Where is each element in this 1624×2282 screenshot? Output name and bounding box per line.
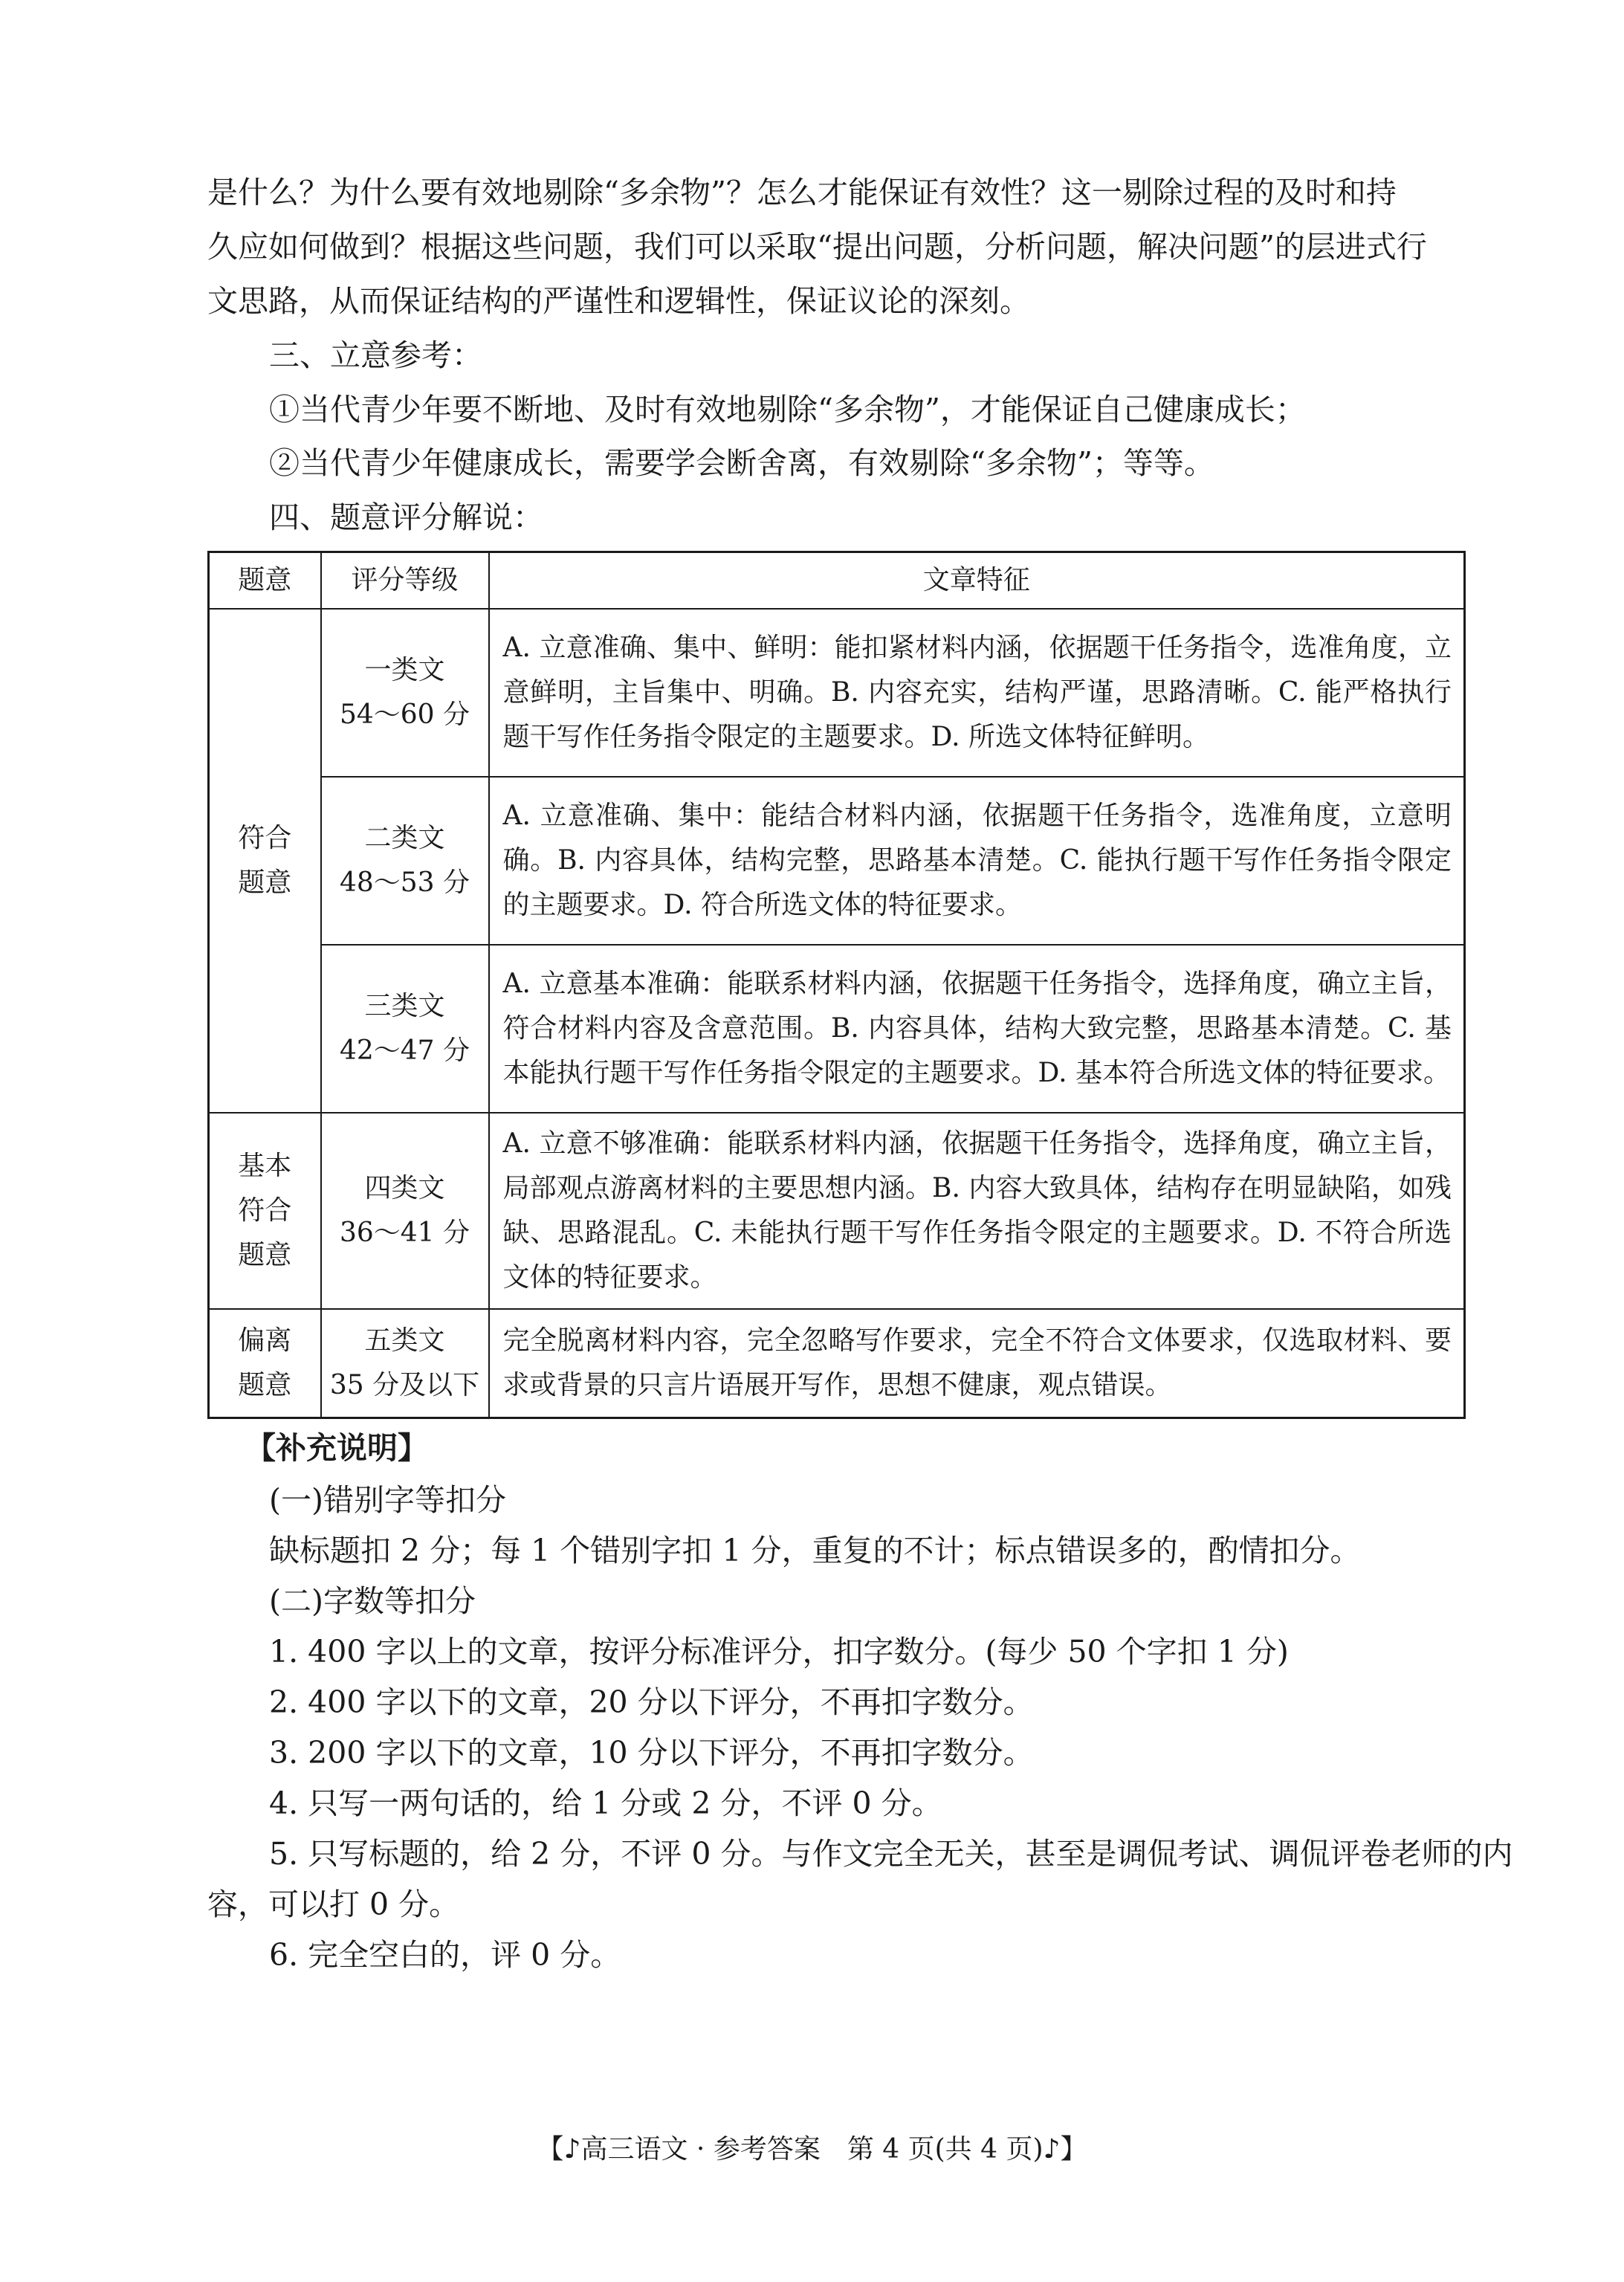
- section3-item-2: ②当代青少年健康成长，需要学会断舍离，有效剔除“多余物”；等等。: [269, 445, 1214, 481]
- intro-line-3: 文思路，从而保证结构的严谨性和逻辑性，保证议论的深刻。: [207, 283, 1030, 319]
- table-row: [209, 1309, 1465, 1418]
- supplement-part2-heading: (二)字数等扣分: [269, 1583, 476, 1619]
- table-header-row: [209, 552, 1465, 610]
- supplement-rule-5: 5. 只写标题的，给 2 分，不评 0 分。与作文完全无关，甚至是调侃考试、调侃评卷老师的内: [269, 1836, 1513, 1872]
- header-grade: 评分等级: [321, 552, 489, 610]
- supplement-rule-3: 3. 200 字以下的文章，10 分以下评分，不再扣字数分。: [269, 1735, 1034, 1771]
- category-text: 基本: [238, 1151, 292, 1181]
- category-text: 题意: [238, 867, 292, 898]
- grade-cell: [321, 777, 489, 945]
- features-cell: A. 立意不够准确：能联系材料内涵，依据题干任务指令，选择角度，确立主旨，局部观点游离材料的主要思想内涵。B. 内容大致具体，结构存在明显缺陷，如残缺、思路混乱。C. 未能执行题干写作任务指令限定的主题要求。D. 不符合所选文体的特征要求。: [489, 1113, 1465, 1309]
- section3-heading: 三、立意参考：: [269, 337, 482, 373]
- header-features: 文章特征: [489, 552, 1465, 610]
- category-cell: [209, 1113, 321, 1309]
- header-category: 题意: [209, 552, 321, 610]
- category-text: 符合: [238, 1195, 292, 1226]
- grade-score: 54～60 分: [339, 699, 470, 730]
- grade-cell: [321, 945, 489, 1113]
- grade-name: 四类文: [364, 1173, 445, 1203]
- supplement-part1-heading: (一)错别字等扣分: [269, 1482, 506, 1518]
- grade-score: 35 分及以下: [329, 1369, 480, 1400]
- table-row: [209, 1113, 1465, 1309]
- grade-name: 二类文: [364, 823, 445, 853]
- grade-score: 42～47 分: [339, 1035, 470, 1066]
- grade-cell: [321, 1113, 489, 1309]
- supplement-part1-text: 缺标题扣 2 分；每 1 个错别字扣 1 分，重复的不计；标点错误多的，酌情扣分。: [269, 1533, 1361, 1568]
- grade-score: 48～53 分: [339, 867, 470, 898]
- category-text: 偏离: [238, 1325, 292, 1356]
- features-cell: A. 立意基本准确：能联系材料内涵，依据题干任务指令，选择角度，确立主旨，符合材料内容及含意范围。B. 内容具体，结构大致完整，思路基本清楚。C. 基本能执行题干写作任务指令限定的主题要求。D. 基本符合所选文体的特征要求。: [489, 945, 1465, 1113]
- grade-name: 一类文: [364, 655, 445, 685]
- table-row: [209, 945, 1465, 1113]
- grade-score: 36～41 分: [339, 1218, 470, 1248]
- category-text: 题意: [238, 1369, 292, 1400]
- grade-name: 三类文: [364, 991, 445, 1021]
- grade-cell: [321, 1309, 489, 1418]
- grade-cell: [321, 609, 489, 777]
- features-cell: A. 立意准确、集中、鲜明：能扣紧材料内涵，依据题干任务指令，选准角度，立意鲜明，主旨集中、明确。B. 内容充实，结构严谨，思路清晰。C. 能严格执行题干写作任务指令限定的主题要求。D. 所选文体特征鲜明。: [489, 609, 1465, 777]
- section4-heading: 四、题意评分解说：: [269, 500, 543, 535]
- page-footer: 【♪高三语文 · 参考答案 第 4 页(共 4 页)♪】: [537, 2134, 1087, 2165]
- section3-item-1: ①当代青少年要不断地、及时有效地剔除“多余物”，才能保证自己健康成长；: [269, 392, 1306, 427]
- intro-line-1: 是什么？为什么要有效地剔除“多余物”？怎么才能保证有效性？这一剔除过程的及时和持: [207, 175, 1397, 210]
- features-cell: A. 立意准确、集中：能结合材料内涵，依据题干任务指令，选准角度，立意明确。B. 内容具体，结构完整，思路基本清楚。C. 能执行题干写作任务指令限定的主题要求。D. 符合所选文体的特征要求。: [489, 777, 1465, 945]
- supplement-title: 【补充说明】: [245, 1430, 428, 1466]
- scoring-table: [207, 551, 1466, 1419]
- table-row: [209, 609, 1465, 777]
- category-text: 题意: [238, 1240, 292, 1270]
- category-text: 符合: [238, 823, 292, 853]
- intro-line-2: 久应如何做到？根据这些问题，我们可以采取“提出问题，分析问题，解决问题”的层进式行: [207, 229, 1427, 265]
- supplement-rule-6: 6. 完全空白的，评 0 分。: [269, 1937, 621, 1973]
- category-cell: [209, 1309, 321, 1418]
- supplement-rule-1: 1. 400 字以上的文章，按评分标准评分，扣字数分。(每少 50 个字扣 1 分): [269, 1634, 1289, 1670]
- features-cell: 完全脱离材料内容，完全忽略写作要求，完全不符合文体要求，仅选取材料、要求或背景的只言片语展开写作，思想不健康，观点错误。: [489, 1309, 1465, 1418]
- supplement-rule-5-cont: 容，可以打 0 分。: [207, 1887, 460, 1922]
- supplement-rule-4: 4. 只写一两句话的，给 1 分或 2 分，不评 0 分。: [269, 1785, 942, 1821]
- supplement-rule-2: 2. 400 字以下的文章，20 分以下评分，不再扣字数分。: [269, 1684, 1034, 1720]
- category-cell: [209, 609, 321, 1113]
- table-row: [209, 777, 1465, 945]
- grade-name: 五类文: [364, 1325, 445, 1356]
